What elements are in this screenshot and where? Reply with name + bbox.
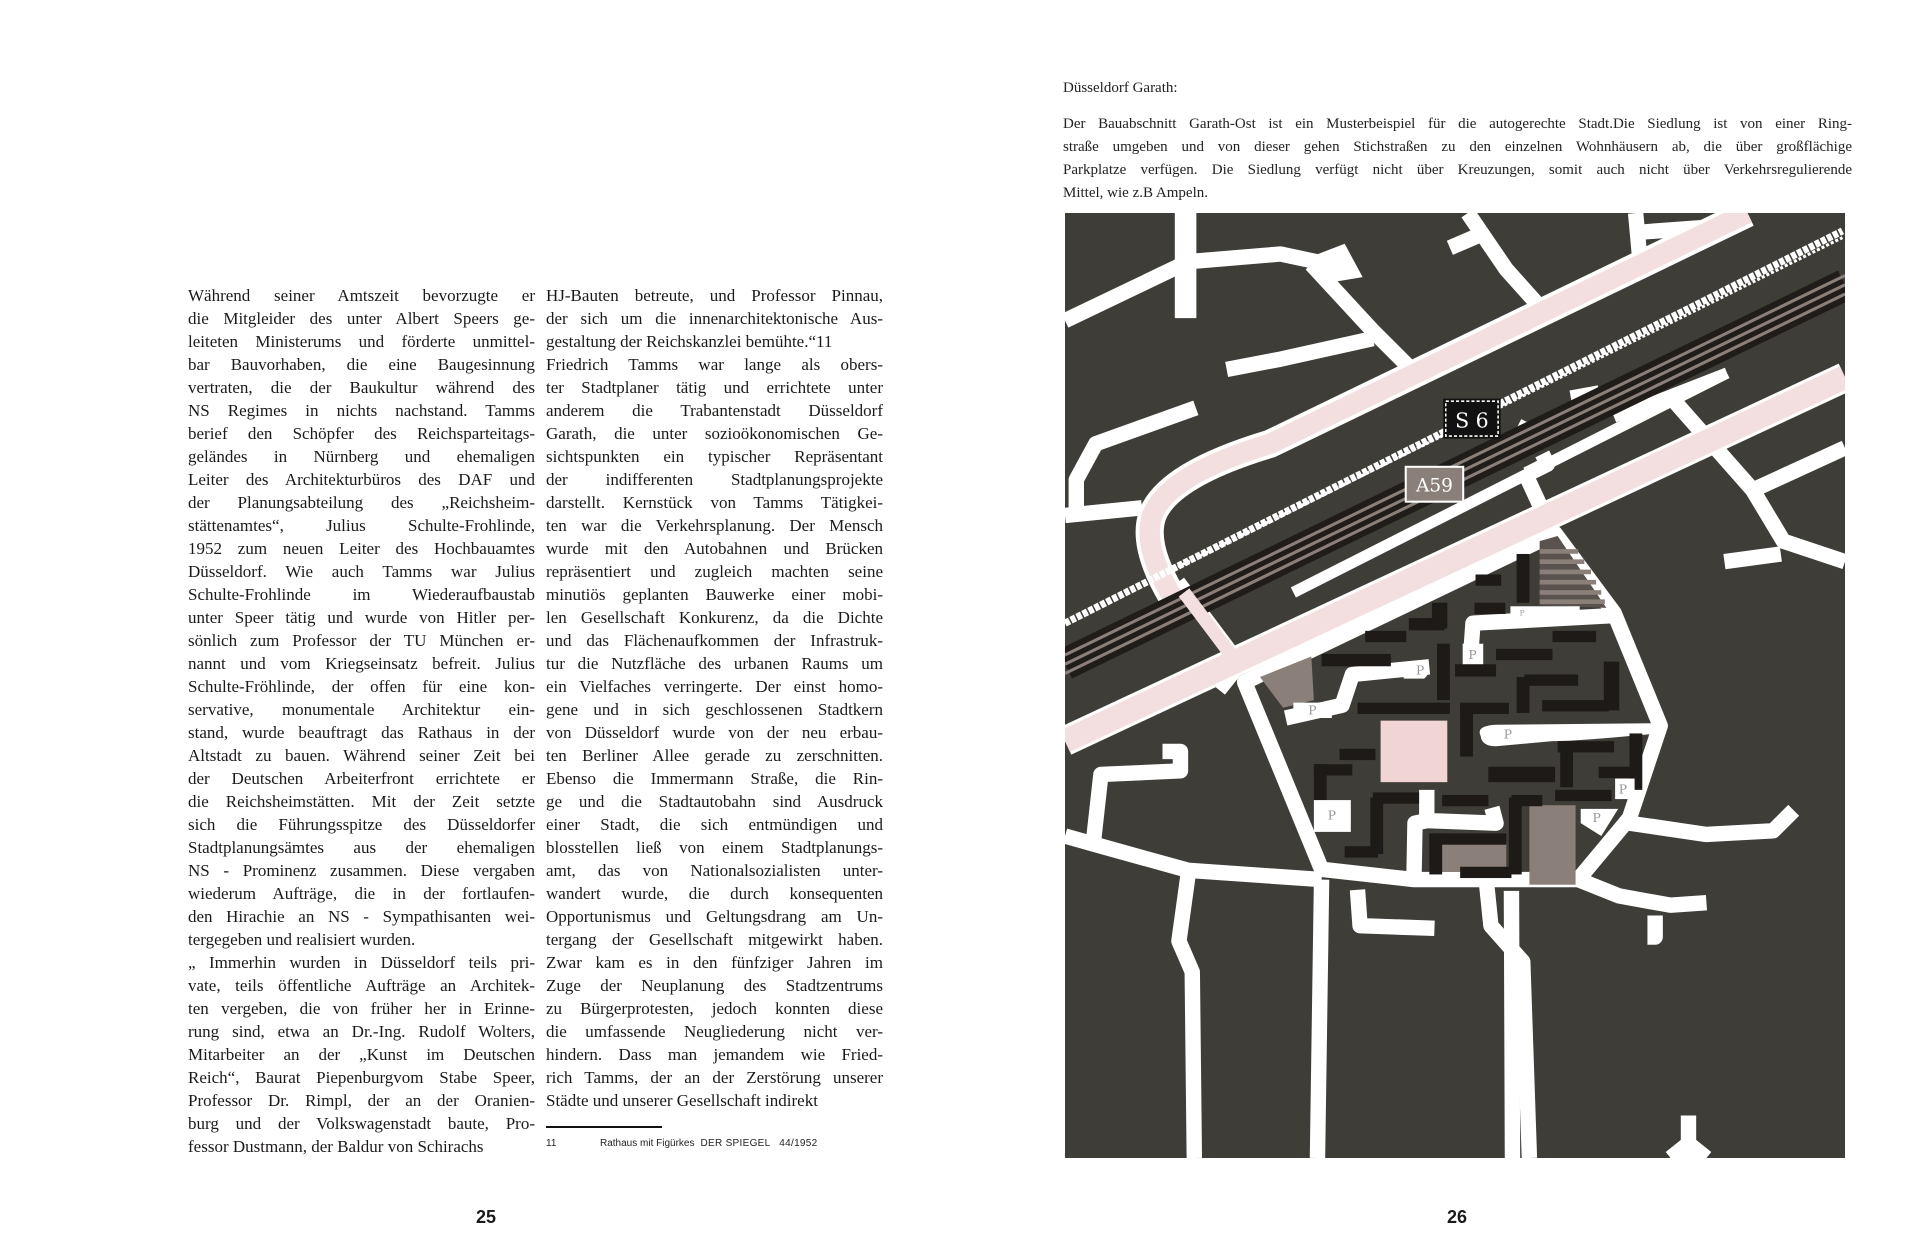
text-line: blosstellen ließ von einem Stadtplanungs-: [546, 838, 883, 857]
text-line: stand, wurde beauftragt das Rathaus in der: [188, 723, 535, 742]
text-line: Friedrich Tamms war lange als obers-: [546, 355, 883, 374]
text-line: hindern. Dass man jemandem wie Fried-: [546, 1045, 883, 1064]
page-number-right: 26: [1447, 1207, 1468, 1227]
text-line: sich die Führungsspitze des Düsseldorfer: [188, 815, 535, 834]
section-title: Düsseldorf Garath:: [1063, 80, 1178, 96]
text-line: ten Berliner Allee gerade zu zerschnitten.: [546, 746, 883, 765]
garath-map: [1065, 213, 1845, 1158]
parking-label: P: [1503, 727, 1513, 742]
footnote-title: Rathaus mit Figürkes: [600, 1138, 695, 1149]
text-line: wandert wurde, die durch konsequenten: [546, 884, 883, 903]
text-line: rung sind, etwa an Dr.-Ing. Rudolf Wolters,: [188, 1022, 535, 1041]
text-column-left: [188, 284, 535, 1158]
text-line: Schulte-Fröhlinde, der offen für eine kon-: [188, 677, 535, 696]
text-line: HJ-Bauten betreute, und Professor Pinnau,: [546, 286, 883, 305]
text-line: wiederum Aufträge, die in der fortlaufen-: [188, 884, 535, 903]
text-line: vertraten, die der Baukultur während des: [188, 378, 535, 397]
page-number-left: 25: [476, 1207, 497, 1227]
central-plaza: [1381, 721, 1448, 783]
text-line: Parkplatze verfügen. Die Siedlung verfügt nicht über Kreuzungen, somit auch nicht über Verkehrsregulierende: [1063, 162, 1852, 178]
text-line: Ebenso die Immermann Straße, die Rin-: [546, 769, 883, 788]
text-line: einer Stadt, die sich entmündigen und: [546, 815, 883, 834]
text-line: Reich“, Baurat Piepenburgvom Stabe Speer,: [188, 1068, 535, 1087]
highway-label-text: A59: [1416, 475, 1453, 497]
parking-label: P: [1592, 811, 1601, 826]
text-line: Stadtplanungsämtes aus der ehemaligen: [188, 838, 535, 857]
text-line: Professor Dr. Rimpl, der an der Oranien-: [188, 1091, 535, 1110]
text-line: geländes in Nürnberg und ehemaligen: [188, 447, 535, 466]
text-line: Städte und unserer Gesellschaft indirekt: [546, 1091, 818, 1110]
text-line: sichtspunkten ein typischer Repräsentant: [546, 447, 883, 466]
text-line: Mitarbeiter an der „Kunst im Deutschen: [188, 1045, 535, 1064]
text-line: die umfassende Neugliederung nicht ver-: [546, 1022, 883, 1041]
text-line: Zwar kam es in den fünfziger Jahren im: [546, 953, 883, 972]
text-line: den Hirachie an NS - Sympathisanten wei-: [188, 907, 535, 926]
text-line: tur die Nutzfläche des urbanen Raums um: [546, 654, 883, 673]
parking-label: P: [1618, 782, 1627, 797]
text-line: die Mitgleider des unter Albert Speers ge-: [188, 309, 535, 328]
text-line: und das Flächenaufkommen der Infrastruk-: [546, 631, 883, 650]
text-line: der sich um die innenarchitektonische Aus-: [546, 309, 883, 328]
text-line: Leiter des Architekturbüros des DAF und: [188, 470, 535, 489]
text-line: zu Bürgerprotesten, jedoch konnten diese: [546, 999, 883, 1018]
highway-label: [1406, 467, 1463, 502]
rail-line-label: [1443, 399, 1500, 439]
text-line: der indifferenten Stadtplanungsprojekte: [546, 470, 883, 489]
text-line: der Deutschen Arbeiterfront errichtete er: [188, 769, 535, 788]
text-line: NS - Prominenz zusammen. Diese vergaben: [188, 861, 535, 880]
text-line: nannt und vom Kriegseinsatz befreit. Julius: [188, 654, 535, 673]
text-line: repräsentiert und zugleich machten seine: [546, 562, 883, 581]
text-line: fessor Dustmann, der Baldur von Schirachs: [188, 1137, 484, 1156]
text-line: gestaltung der Reichskanzlei bemühte.“11: [546, 332, 833, 351]
text-line: vate, teils öffentliche Aufträge an Architek-: [188, 976, 535, 995]
section-paragraph: [1063, 113, 1852, 205]
text-line: rich Tamms, der an der Zerstörung unserer: [546, 1068, 883, 1087]
text-line: Opportunismus und Geltungsdrang am Un-: [546, 907, 883, 926]
text-line: Zuge der Neuplanung des Stadtzentrums: [546, 976, 883, 995]
footnote-number: 11: [546, 1138, 557, 1149]
text-line: 1952 zum neuen Leiter des Hochbauamtes: [188, 539, 535, 558]
text-line: gene und in sich geschlossenen Stadtkern: [546, 700, 883, 719]
footnote-issue: 44/1952: [779, 1138, 818, 1149]
footnote-rule: [546, 1126, 662, 1128]
text-column-middle: [546, 284, 883, 1112]
text-line: minutiös geplanten Bauwerke einer mobi-: [546, 585, 883, 604]
text-line: ge und die Stadtautobahn sind Ausdruck: [546, 792, 883, 811]
text-line: servative, monumentale Architektur ein-: [188, 700, 535, 719]
text-line: Schulte-Frohlinde im Wiederaufbaustab: [188, 585, 535, 604]
text-line: ten war die Verkehrsplanung. Der Mensch: [546, 516, 883, 535]
text-line: burg und der Volkswagenstadt baute, Pro-: [188, 1114, 535, 1133]
parking-label: P: [1308, 703, 1317, 718]
text-line: wurde mit den Autobahnen und Brücken: [546, 539, 883, 558]
text-line: stättenamtes“, Julius Schulte-Frohlinde,: [188, 516, 535, 535]
parking-label: P: [1468, 648, 1477, 663]
text-line: anderem die Trabantenstadt Düsseldorf: [546, 401, 883, 420]
text-line: sönlich zum Professor der TU München er-: [188, 631, 535, 650]
rail-line-label-text: S 6: [1455, 408, 1489, 433]
text-line: „ Immerhin wurden in Düsseldorf teils pri-: [188, 953, 535, 972]
text-line: darstellt. Kernstück von Tamms Tätigkei-: [546, 493, 883, 512]
footnote: [546, 1138, 818, 1149]
text-line: Mittel, wie z.B Ampeln.: [1063, 185, 1208, 201]
text-line: Während seiner Amtszeit bevorzugte er: [188, 286, 535, 305]
text-line: ter Stadtplaner tätig und errichtete unter: [546, 378, 883, 397]
text-line: Altstadt zu bauen. Während seiner Zeit bei: [188, 746, 535, 765]
text-line: ein Vielfaches verringerte. Der einst homo-: [546, 677, 883, 696]
text-line: der Planungsabteilung des „Reichsheim-: [188, 493, 535, 512]
text-line: straße umgeben und von dieser gehen Stichstraßen zu den einzelnen Wohnhäusern ab, die über großflächige: [1063, 139, 1852, 155]
text-line: leiteten Ministerums und förderte unmittel-: [188, 332, 535, 351]
text-line: Düsseldorf. Wie auch Tamms war Julius: [188, 562, 535, 581]
footnote-source: DER SPIEGEL: [700, 1138, 771, 1149]
text-line: unter Speer tätig und wurde von Hitler per-: [188, 608, 535, 627]
text-line: tergang der Gesellschaft mitgewirkt haben.: [546, 930, 883, 949]
text-line: Garath, die unter sozioökonomischen Ge-: [546, 424, 883, 443]
parking-label: P: [1327, 808, 1337, 823]
text-line: berief den Schöpfer des Reichsparteitags-: [188, 424, 535, 443]
text-line: von Düsseldorf wurde von der neu erbau-: [546, 723, 883, 742]
text-line: tergegeben und realisiert wurden.: [188, 930, 416, 949]
parking-label: P: [1416, 663, 1425, 678]
text-line: die Reichsheimstätten. Mit der Zeit setzte: [188, 792, 535, 811]
text-line: NS Regimes in nichts nachstand. Tamms: [188, 401, 535, 420]
text-line: amt, das von Nationalsozialisten unter-: [546, 861, 883, 880]
text-line: bar Bauvorhaben, die eine Baugesinnung: [188, 355, 535, 374]
parking-label: P: [1519, 608, 1525, 618]
text-line: ten vergeben, die von früher her in Erinne-: [188, 999, 535, 1018]
text-line: Der Bauabschnitt Garath-Ost ist ein Musterbeispiel für die autogerechte Stadt.Die Siedlung ist von einer Ring-: [1063, 116, 1852, 132]
text-line: len Gesellschaft Konkurenz, da die Dichte: [546, 608, 883, 627]
